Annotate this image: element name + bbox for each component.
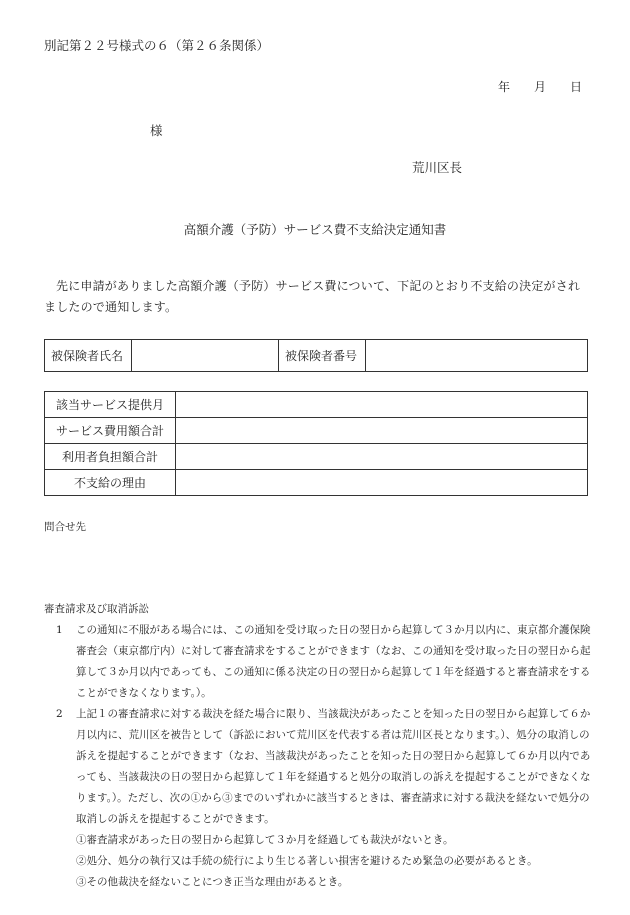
insured-number-label: 被保険者番号 (279, 340, 366, 372)
page-title: 高額介護（予防）サービス費不支給決定通知書 (183, 222, 447, 237)
service-month-field[interactable] (176, 392, 588, 418)
insured-name-label: 被保険者氏名 (45, 340, 132, 372)
table-row (45, 470, 588, 496)
table-row (45, 392, 588, 418)
table-row (45, 418, 588, 444)
addressee-suffix: 様 (150, 123, 163, 138)
insured-number-field[interactable] (366, 340, 588, 372)
non-payment-reason-label: 不支給の理由 (45, 470, 176, 496)
service-cost-total-label: サービス費用額合計 (45, 418, 176, 444)
table-row (45, 340, 588, 372)
contact-label: 問合せ先 (44, 521, 86, 533)
item-number: 1 (56, 624, 63, 636)
insured-table (44, 339, 588, 372)
item-number: 2 (56, 708, 63, 720)
user-burden-total-label: 利用者負担額合計 (45, 444, 176, 470)
insured-name-field[interactable] (132, 340, 279, 372)
date-line (498, 78, 582, 95)
list-item (44, 704, 592, 830)
review-items (44, 620, 592, 893)
non-payment-reason-field[interactable] (176, 470, 588, 496)
item-text: この通知に不服がある場合には、この通知を受け取った日の翌日から起算して３か月以内に、東京都介護保険審査会（東京都庁内）に対して審査請求をすることができます（なお、この通知を受け取った日の翌日から起算して３か月以内であっても、この通知に係る決定の日の翌日から起算して１年を経過すると審査請求をすることができなくなります。）。 (76, 624, 591, 699)
list-item (44, 620, 592, 704)
sub-item: ③その他裁決を経ないことにつき正当な理由があるとき。 (76, 876, 349, 888)
table-row (45, 444, 588, 470)
sub-item: ①審査請求があった日の翌日から起算して３か月を経過しても裁決がないとき。 (76, 834, 454, 846)
date-day-label: 日 (569, 80, 582, 94)
date-month-label: 月 (533, 80, 546, 94)
intro-paragraph: 先に申請がありました高額介護（予防）サービス費について、下記のとおり不支給の決定がされましたので通知します。 (44, 279, 581, 314)
service-month-label: 該当サービス提供月 (45, 392, 176, 418)
service-cost-total-field[interactable] (176, 418, 588, 444)
issuer-name: 荒川区長 (412, 160, 463, 175)
review-section-title: 審査請求及び取消訴訟 (44, 603, 149, 615)
date-year-label: 年 (497, 80, 510, 94)
item-text: 上記１の審査請求に対する裁決を経た場合に限り、当該裁決があったことを知った日の翌日から起算して６か月以内に、荒川区を被告として（訴訟において荒川区を代表する者は荒川区長となります。）、処分の取消しの訴えを提起することができます（なお、当該裁決があったことを知った日の翌日から起算して６か月以内であっても、当該裁決の日の翌日から起算して１年を経過すると処分の取消しの訴えを提起することができなくなります。）。ただし、次の①から③までのいずれかに該当するときは、審査請求に対する裁決を経ないで処分の取消しの訴えを提起することができます。 (76, 708, 591, 825)
detail-table (44, 391, 588, 496)
sub-item: ②処分、処分の執行又は手続の続行により生じる著しい損害を避けるため緊急の必要があるとき。 (76, 855, 538, 867)
form-number: 別記第２２号様式の６（第２６条関係） (44, 38, 270, 53)
user-burden-total-field[interactable] (176, 444, 588, 470)
